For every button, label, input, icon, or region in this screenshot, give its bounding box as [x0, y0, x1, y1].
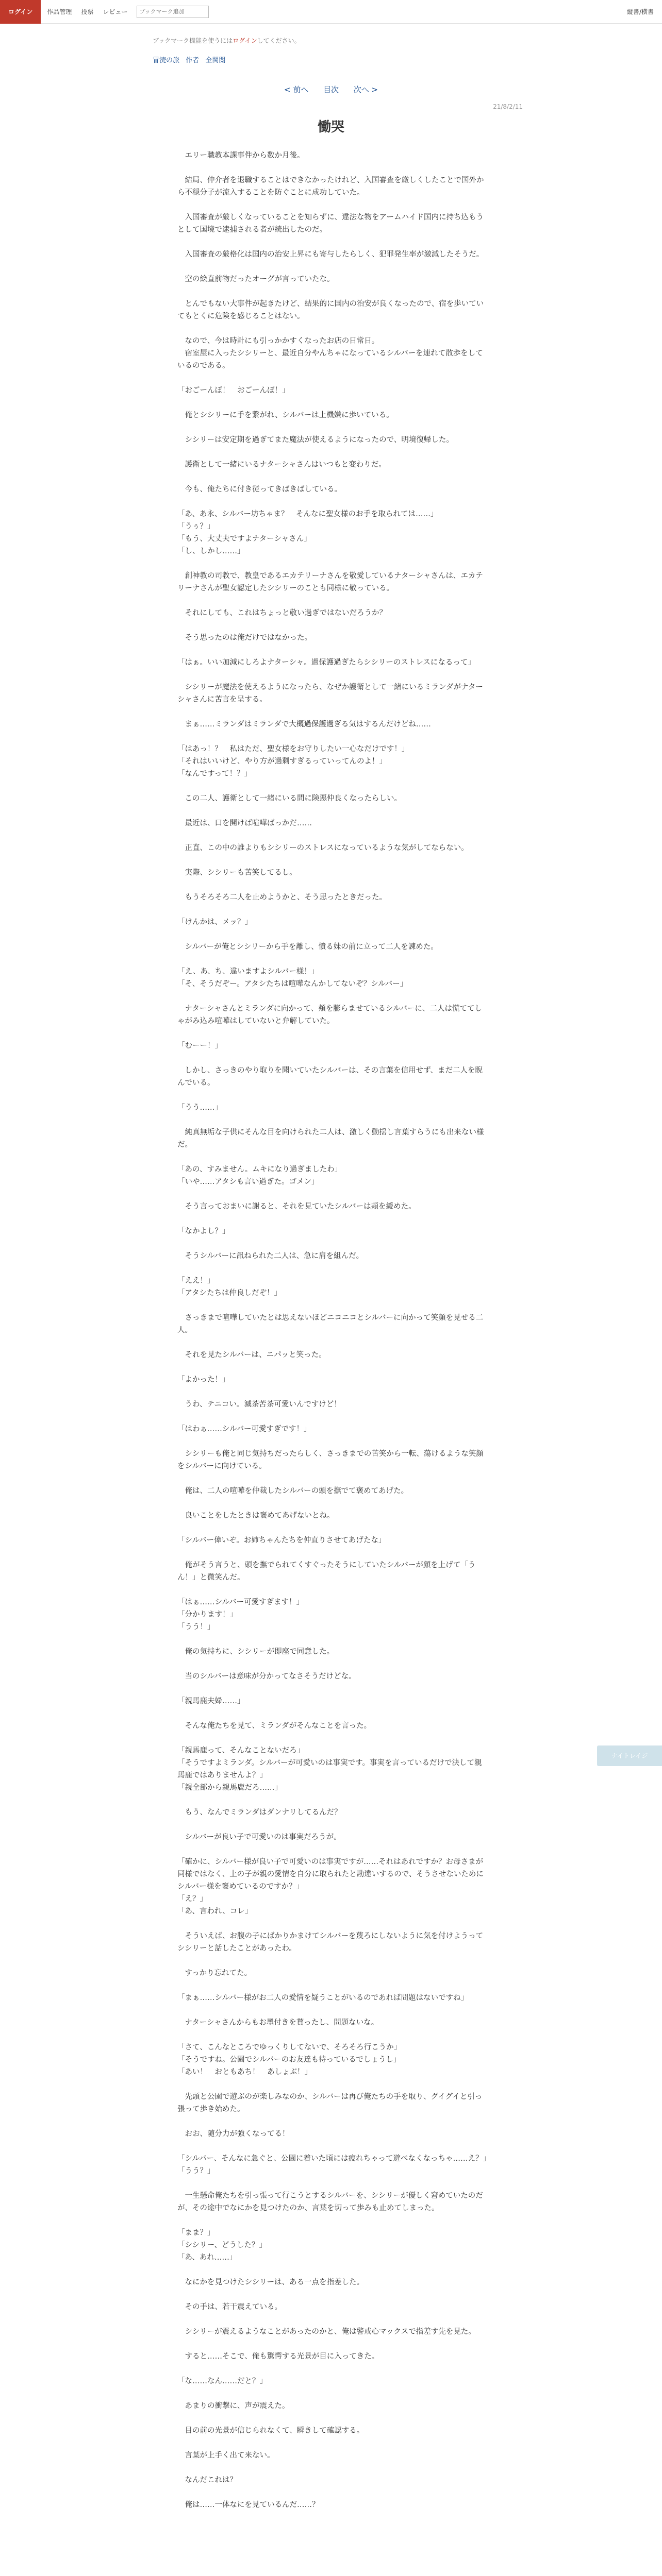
body-paragraph — [177, 496, 487, 508]
layout-toggle-link[interactable]: 縦書/横書 — [626, 8, 654, 15]
body-paragraph: 俺がそう言うと、頭を撫でられてくすぐったそうにしていたシルバーが顔を上げて「うん！」と微笑んだ。 — [177, 1561, 476, 1582]
notice-text-after: してください。 — [257, 37, 301, 44]
body-paragraph: 「親馬鹿って、そんなことないだろ」 — [177, 1747, 305, 1755]
body-paragraph — [177, 595, 487, 607]
body-paragraph — [177, 1819, 487, 1831]
body-paragraph: 先頭と公園で遊ぶのが楽しみなのか、シルバーは再び俺たちの手を取り、グイグイと引っ張って歩き始めた。 — [177, 2093, 483, 2113]
body-paragraph: 「あい！ おともあち！ あしょぶ！」 — [177, 2068, 312, 2076]
body-paragraph — [177, 1979, 487, 1992]
body-paragraph — [177, 261, 487, 273]
body-paragraph — [177, 669, 487, 681]
body-paragraph: 最近は、口を開けば喧嘩ばっかだ…… — [177, 819, 312, 827]
body-paragraph — [177, 2412, 487, 2425]
body-paragraph: 「シルバー、そんなに急ぐと、公園に着いた頃には疲れちゃって遊べなくなっちゃ……え？」 — [177, 2155, 491, 2163]
body-paragraph: 「いや……アタシも言い過ぎた。ゴメン」 — [177, 1178, 319, 1186]
body-paragraph — [177, 1411, 487, 1423]
body-paragraph — [177, 446, 487, 459]
body-paragraph: 「シルバー偉いぞ。お姉ちゃんたちを仲直りさせてあげたな」 — [177, 1536, 386, 1545]
body-paragraph: 「確かに、シルバー様が良い子で可愛いのは事実ですが……それはあれですか？お母さまが同様ではなく、上の子が親の愛情を自分に取られたと勘違いするので、そうさせないためにシルバー様を褒めているのですか？」 — [177, 1858, 484, 1891]
body-paragraph: 「おごーんぼ！ おごーんぼ！」 — [177, 386, 290, 395]
body-paragraph — [177, 706, 487, 718]
body-paragraph: 「はぁ。いい加減にしろよナターシャ。過保護過ぎたらシシリーのストレスになるって」 — [177, 658, 475, 667]
body-paragraph: 「なかよし？」 — [177, 1227, 230, 1235]
body-paragraph: ナターシャさんからもお墨付きを貰ったし、問題ないな。 — [177, 2019, 379, 2027]
body-paragraph: 「うう……」 — [177, 1104, 222, 1112]
episode-pager — [0, 84, 662, 95]
breadcrumb — [153, 55, 229, 64]
breadcrumb-all[interactable]: 全関閲 — [205, 57, 226, 64]
body-paragraph: そうシルバーに訊ねられた二人は、急に肩を組んだ。 — [177, 1252, 364, 1260]
body-paragraph — [177, 1955, 487, 1967]
body-paragraph — [177, 2177, 487, 2190]
body-paragraph: もうそろそろ二人を止めようかと、そう思ったときだった。 — [177, 893, 387, 902]
episode-title: 慟哭 — [317, 120, 344, 135]
side-float-tab[interactable]: ナイトレイジ — [597, 1745, 662, 1766]
body-paragraph — [177, 2115, 487, 2128]
notice-text-before: ブックマーク機能を使うには — [153, 37, 233, 44]
body-paragraph — [177, 644, 487, 656]
body-paragraph: 俺は、二人の喧嘩を仲裁したシルバーの頭を撫でて褒めてあげた。 — [177, 1487, 409, 1495]
body-paragraph — [177, 1794, 487, 1806]
body-paragraph — [177, 1732, 487, 1744]
body-paragraph — [177, 1547, 487, 1559]
body-paragraph — [177, 2387, 487, 2400]
body-paragraph: 「うう？」 — [177, 2167, 215, 2175]
body-paragraph: 「うう！」 — [177, 1623, 215, 1631]
body-paragraph: 今も、俺たちに付き従ってきばきばしている。 — [177, 485, 342, 494]
body-paragraph — [177, 731, 487, 743]
body-paragraph — [177, 1918, 487, 1930]
body-paragraph: 「まま？」 — [177, 2229, 215, 2237]
body-paragraph — [177, 2486, 487, 2499]
body-paragraph — [177, 285, 487, 298]
body-paragraph — [177, 2289, 487, 2301]
episode-date: 21/8/2/11 — [493, 103, 523, 110]
body-paragraph: 「シシリー、どうした？」 — [177, 2241, 267, 2249]
body-paragraph: 「はぁ……シルバー可愛すぎます！」 — [177, 1598, 304, 1606]
login-notice — [153, 36, 301, 45]
body-paragraph — [177, 471, 487, 483]
episode-body — [177, 149, 491, 2511]
body-paragraph — [177, 323, 487, 335]
body-paragraph: 「そうですよミランダ。シルバーが可愛いのは事実です。事実を言っているだけで決して親馬鹿ではありませんよ？」 — [177, 1759, 482, 1780]
body-paragraph — [177, 1299, 487, 1312]
body-paragraph: うわ、テニコい。滅茶苦茶可愛いんですけど！ — [177, 1400, 341, 1409]
body-paragraph: 「し、しかし……」 — [177, 547, 245, 555]
body-paragraph — [177, 854, 487, 867]
breadcrumb-author[interactable]: 作者 — [186, 57, 200, 64]
body-paragraph — [177, 2214, 487, 2227]
body-paragraph: 「はわぁ……シルバー可愛すぎです！」 — [177, 1425, 311, 1433]
body-paragraph: 「分かります！」 — [177, 1611, 237, 1619]
body-paragraph: 「あ、言われ、コレ」 — [177, 1907, 253, 1916]
toc-link[interactable]: 目次 — [323, 85, 339, 94]
body-paragraph: 創神教の司教で、教皇であるエカテリーナさんを敬愛しているナターシャさんは、エカテリーナさんが聖女認定したシシリーのことも同様に敬っている。 — [177, 572, 483, 592]
body-paragraph — [177, 2462, 487, 2474]
body-paragraph — [177, 805, 487, 817]
body-paragraph — [177, 829, 487, 842]
bookmark-add-input[interactable] — [137, 6, 209, 18]
body-paragraph: なにかを見つけたシシリーは、ある一点を指差した。 — [177, 2278, 365, 2286]
body-paragraph: 「あ、あ永、シルバー坊ちゃま？ そんなに聖女様のお手を取られては……」 — [177, 510, 438, 518]
body-paragraph — [177, 2078, 487, 2091]
body-paragraph — [177, 1522, 487, 1534]
body-paragraph — [177, 904, 487, 916]
body-paragraph: 入国審査が厳しくなっていることを知らずに、違法な物をアームハイド国内に持ち込もうとして国境で逮捕される者が続出したのだ。 — [177, 213, 484, 234]
body-paragraph — [177, 2437, 487, 2449]
body-paragraph: 「親全部から親馬鹿だろ……」 — [177, 1784, 282, 1792]
body-paragraph: 俺の気持ちに、シシリーが即座で同意した。 — [177, 1648, 335, 1656]
body-paragraph: シシリーが魔法を使えるようになったら、なぜか護衛として一緒にいるミランダがナターシャさんに苦言を呈する。 — [177, 683, 483, 704]
body-paragraph: 「もう、大丈夫ですよナターシャさん」 — [177, 535, 311, 543]
body-paragraph — [177, 372, 487, 384]
body-paragraph: そう思ったのは俺だけではなかった。 — [177, 634, 312, 642]
body-paragraph: 「そうですね。公園でシルバーのお友達も待っているでしょうし」 — [177, 2056, 401, 2064]
body-paragraph — [177, 1052, 487, 1064]
body-paragraph — [177, 879, 487, 891]
body-paragraph — [177, 162, 487, 174]
body-paragraph — [177, 1707, 487, 1720]
body-paragraph: シシリーが震えるようなことがあったのかと、俺は警戒心マックスで指差す先を見た。 — [177, 2328, 476, 2336]
nav-link-works[interactable]: 作品管理 — [47, 8, 72, 15]
body-paragraph: ナターシャさんとミランダに向かって、頬を膨らませているシルバーに、二人は慌ててしゃがみ込み喧嘩はしていないと弁解していた。 — [177, 1005, 482, 1025]
body-paragraph: 結局、仲介者を退職することはできなかったけれど、入国審査を厳しくしたことで国外から不穏分子が流入することを防ぐことに成功していた。 — [177, 176, 484, 197]
body-paragraph — [177, 2338, 487, 2350]
body-paragraph: 入国審査の厳格化は国内の治安上昇にも寄与したらしく、犯罪発生率が激減したそうだ。 — [177, 250, 484, 259]
body-paragraph: なんだこれは？ — [177, 2476, 237, 2484]
body-paragraph: そういえば、お腹の子にばかりかまけてシルバーを蔑ろにしないように気を付けようってシシリーと話したことがあったわ。 — [177, 1932, 484, 1953]
body-paragraph — [177, 1658, 487, 1670]
body-paragraph: すると……そこで、俺も驚愕する光景が目に入ってきた。 — [177, 2352, 379, 2361]
body-paragraph: 当のシルバーは意味が分かってなさそうだけどな。 — [177, 1672, 356, 1681]
body-paragraph: 「な……なん……だと？」 — [177, 2377, 267, 2385]
body-paragraph — [177, 928, 487, 941]
body-paragraph — [177, 421, 487, 434]
body-paragraph — [177, 2004, 487, 2016]
prev-episode-link[interactable]: < 前へ — [284, 85, 309, 94]
body-paragraph: それを見たシルバーは、ニパッと笑った。 — [177, 1351, 326, 1359]
nav-link-review[interactable]: レビュー — [103, 8, 128, 15]
breadcrumb-series[interactable]: 冒涜の旅 — [153, 57, 180, 64]
body-paragraph: 良いことをしたときは褒めてあげないとね。 — [177, 1512, 335, 1520]
body-paragraph: 俺とシシリーに手を繋がれ、シルバーは上機嫌に歩いている。 — [177, 411, 394, 419]
body-paragraph — [177, 1843, 487, 1856]
body-paragraph: 「アタシたちは仲良しだぞ！」 — [177, 1289, 282, 1297]
body-paragraph: この二人、護衛として一緒にいる間に険悪仲良くなったらしい。 — [177, 794, 402, 803]
body-paragraph — [177, 2313, 487, 2326]
body-paragraph — [177, 1262, 487, 1275]
body-paragraph: 「はあっ！？ 私はただ、聖女様をお守りしたい一心なだけです！」 — [177, 745, 409, 753]
body-paragraph — [177, 1213, 487, 1225]
body-paragraph: しかし、さっきのやり取りを聞いていたシルバーは、その言葉を信用せず、まだ二人を睨んでいる。 — [177, 1066, 483, 1087]
body-paragraph: 実際、シシリーも苦笑してるし。 — [177, 869, 297, 877]
body-paragraph — [177, 990, 487, 1003]
body-paragraph — [177, 2264, 487, 2276]
body-paragraph: 「さて、こんなところでゆっくりしてないで、そろそろ行こうか」 — [177, 2043, 402, 2052]
top-navbar — [0, 0, 662, 24]
body-paragraph — [177, 1151, 487, 1163]
body-paragraph: 「ええ！」 — [177, 1277, 215, 1285]
body-paragraph: 正直、この中の誰よりもシシリーのストレスになっているような気がしてならない。 — [177, 844, 469, 852]
body-paragraph: 宿室屋に入ったシシリーと、最近自分やんちゃになっているシルバーを連れて散歩をしているのである。 — [177, 349, 483, 370]
body-paragraph — [177, 1238, 487, 1250]
login-button[interactable]: ログイン — [0, 0, 41, 24]
body-paragraph: 「それはいいけど、やり方が過剰すぎるっていってんのよ！」 — [177, 757, 387, 766]
body-paragraph — [177, 2363, 487, 2375]
body-paragraph — [177, 1361, 487, 1374]
body-paragraph: シルバーが俺とシシリーから手を離し、憤る妹の前に立って二人を諫めた。 — [177, 943, 438, 951]
next-episode-link[interactable]: 次へ > — [353, 85, 378, 94]
body-paragraph — [177, 1336, 487, 1349]
body-paragraph: 純真無垢な子供にそんな目を向けられた二人は、激しく動揺し言葉すらうにも出来ない様だ。 — [177, 1128, 484, 1149]
body-paragraph: 一生懸命俺たちを引っ張って行こうとするシルバーを、シシリーが優しく窘めていたのだが、その途中でなにかを見つけたのか、言葉を切って歩みも止めてしまった。 — [177, 2192, 483, 2212]
body-paragraph: シシリーは安定期を過ぎてまた魔法が使えるようになったので、明境復帰した。 — [177, 436, 454, 444]
body-paragraph: なので、今は時計にも引っかかすくなったお店の日常日。 — [177, 337, 379, 345]
body-paragraph — [177, 557, 487, 570]
body-paragraph: 「よかった！」 — [177, 1376, 230, 1384]
body-paragraph: 「うぅ？」 — [177, 522, 215, 531]
body-paragraph — [177, 1633, 487, 1646]
body-paragraph: 「まぁ……シルバー様がお二人の愛情を疑うことがいるのであれば問題はないですね」 — [177, 1994, 469, 2002]
body-paragraph: 「そ、そうだぞー。アタシたちは喧嘩なんかしてないぞ？シルバー」 — [177, 980, 408, 988]
body-paragraph: そう言っておまいに謝ると、それを見ていたシルバーは頬を緩めた。 — [177, 1202, 416, 1211]
body-paragraph — [177, 236, 487, 248]
body-paragraph: すっかり忘れてた。 — [177, 1969, 252, 1977]
body-paragraph: シシリーも俺と同じ気持ちだったらしく、さっきまでの苦笑から一転、蕩けるような笑顔をシルバーに向けている。 — [177, 1450, 484, 1470]
body-paragraph — [177, 1584, 487, 1596]
body-paragraph — [177, 1114, 487, 1126]
body-paragraph — [177, 1027, 487, 1040]
body-paragraph — [177, 1497, 487, 1510]
body-paragraph — [177, 953, 487, 965]
body-paragraph — [177, 619, 487, 632]
body-paragraph: その手は、若干震えている。 — [177, 2303, 282, 2311]
body-paragraph: エリー職教本課事件から数か月後。 — [177, 151, 305, 160]
body-paragraph — [177, 2029, 487, 2041]
body-paragraph — [177, 199, 487, 211]
body-paragraph: 俺は……一体なにを見ているんだ……？ — [177, 2501, 320, 2509]
body-paragraph: 言葉が上手く出て来ない。 — [177, 2451, 275, 2460]
body-paragraph: 「親馬鹿夫婦……」 — [177, 1697, 245, 1705]
body-paragraph — [177, 1188, 487, 1200]
body-paragraph — [177, 1089, 487, 1101]
body-paragraph — [177, 1435, 487, 1448]
body-paragraph: 「え？」 — [177, 1895, 207, 1903]
body-paragraph — [177, 1386, 487, 1398]
notice-login-link[interactable]: ログイン — [233, 37, 257, 44]
body-paragraph: そんな俺たちを見て、ミランダがそんなことを言った。 — [177, 1722, 372, 1730]
body-paragraph: 「なんですって！？」 — [177, 770, 252, 778]
body-paragraph — [177, 1683, 487, 1695]
body-paragraph: あまりの衝撃に、声が震えた。 — [177, 2402, 290, 2410]
body-paragraph: まぁ……ミランダはミランダで大概過保護過ぎる気はするんだけどね…… — [177, 720, 431, 728]
body-paragraph: 「けんかは、メッ？」 — [177, 918, 252, 926]
body-paragraph: とんでもない大事件が起きたけど、結果的に国内の治安が良くなったので、宿を歩いていてもとくに危険を感じることはない。 — [177, 300, 484, 320]
body-paragraph: シルバーが良い子で可愛いのは事実だろうが。 — [177, 1833, 341, 1841]
body-paragraph — [177, 1472, 487, 1485]
body-paragraph: おお、随分力が強くなってる！ — [177, 2130, 290, 2138]
body-paragraph: さっきまで喧嘩していたとは思えないほどニコニコとシルバーに向かって笑顔を見せる二人。 — [177, 1314, 484, 1334]
body-paragraph — [177, 780, 487, 792]
body-paragraph — [177, 2140, 487, 2153]
body-paragraph: それにしても、これはちょっと敬い過ぎではないだろうか？ — [177, 609, 387, 617]
body-paragraph — [177, 397, 487, 409]
body-paragraph: 護衛として一緒にいるナターシャさんはいつもと変わりだ。 — [177, 461, 386, 469]
body-paragraph: 「むーー！」 — [177, 1042, 222, 1050]
body-paragraph: 「あ、あれ……」 — [177, 2253, 237, 2262]
body-paragraph: 「え、あ、ち、違いますよシルバー様！」 — [177, 968, 319, 976]
body-paragraph: 目の前の光景が信じられなくて、瞬きして確認する。 — [177, 2427, 365, 2435]
body-paragraph: 「あの、すみません。ムキになり過ぎましたわ」 — [177, 1165, 342, 1174]
body-paragraph: もう、なんでミランダはダンナリしてるんだ？ — [177, 1808, 342, 1817]
nav-link-vote[interactable]: 投票 — [81, 8, 94, 15]
body-paragraph: 空の絵直前物だったオーグが言っていたな。 — [177, 275, 335, 283]
